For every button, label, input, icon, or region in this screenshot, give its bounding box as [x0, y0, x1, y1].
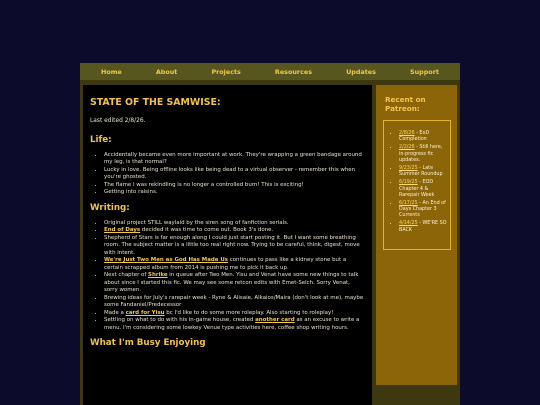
patreon-item — [399, 220, 447, 232]
writing-item-prefix: Made a — [104, 309, 126, 316]
patreon-item-text: - Late Summer Roundup — [399, 164, 443, 178]
patreon-item — [399, 179, 447, 198]
nav-updates[interactable]: Updates — [346, 67, 376, 76]
writing-list — [90, 220, 365, 333]
writing-item-prefix: Settling on what to do with his in-game house, created — [104, 317, 256, 324]
two-men-link[interactable]: We're Just Two Men as God Has Made Us — [104, 257, 229, 264]
nav-support[interactable]: Support — [410, 67, 439, 76]
patreon-date-link[interactable]: 6/17/25 — [399, 199, 418, 206]
writing-item-text: Original project STILL waylaid by the siren song of fanfiction serials. — [104, 219, 289, 226]
writing-item-text: Brewing ideas for July's rarepair week - Ryne & Alisaie, Alkaios/Maira (don't look at me), maybe some Fandaniel/Predecessor — [104, 294, 364, 309]
writing-item-prefix: Next chapter of — [104, 272, 149, 279]
writing-item-text: Shepherd of Stars is far enough along I could just start posting it. But I want some breathing room. The subject matter is a little too real right now. Trying to be careful, think, digest, move with intent. — [104, 234, 360, 256]
nav-resources[interactable]: Resources — [274, 67, 312, 76]
shrike-link[interactable]: Shrike — [148, 272, 168, 279]
main-content — [83, 85, 372, 405]
writing-item-text: continues to pass like a kidney stone but a certain scrapped album from 2014 is pushing me to pick it back up. — [104, 257, 347, 271]
patreon-date-link[interactable]: 9/23/25 — [399, 164, 418, 171]
life-item: • Lucky in love. Being offline looks like being dead to a virtual observer - remember this when you're ghosted. — [104, 167, 365, 182]
patreon-date-link[interactable]: 2/8/26 — [399, 130, 415, 136]
patreon-date-link[interactable]: 2/2/26 — [399, 144, 415, 151]
writing-item — [104, 235, 365, 258]
sidebar-title: Recent on Patreon: — [385, 95, 426, 113]
last-edited-text: Last edited 2/8/26. — [90, 118, 146, 125]
life-item: • Accidentally became even more important at work. They're wrapping a green bandage around my leg, is that normal? — [104, 152, 365, 167]
page-title: STATE OF THE SAMWISE: — [90, 97, 221, 108]
nav-home[interactable]: Home — [101, 67, 122, 76]
writing-item — [104, 310, 365, 318]
patreon-item-text: - EOD Chapter 4 & Rarepair Week — [399, 179, 435, 198]
writing-item — [104, 295, 365, 310]
writing-item — [104, 257, 365, 272]
life-item: • Getting into raisins. — [104, 189, 365, 197]
end-of-days-link[interactable]: End of Days — [104, 227, 141, 234]
patreon-item-text: - WE'RE SO BACK — [399, 220, 447, 233]
nav-projects[interactable]: Projects — [211, 67, 241, 76]
writing-item — [104, 317, 365, 332]
busy-enjoying-heading: What I'm Busy Enjoying — [90, 338, 206, 349]
patreon-item — [399, 144, 447, 163]
patreon-sidebar — [376, 85, 457, 385]
top-navigation — [80, 63, 460, 80]
life-list — [90, 152, 365, 197]
patreon-item-text: - Still here, in-progress fic updates. — [399, 144, 443, 163]
patreon-date-link[interactable]: 6/19/25 — [399, 179, 418, 186]
nav-about[interactable]: About — [155, 67, 178, 76]
life-heading: Life: — [90, 135, 112, 146]
writing-item-text: decided it was time to come out. Book 3's done. — [140, 227, 274, 234]
writing-item-text: bc I'd like to do some more roleplay. Also starting to roleplay! — [164, 309, 334, 316]
writing-item-text: as an excuse to write a menu. I'm considering some lowkey Venue type activities here, coffee shop writing hours. — [104, 317, 360, 331]
writing-item-text: in queue after Two Men. Yisu and Venat have some new things to talk about since I started this fic. We may see some retcon edits with Emet-Selch. Sorry Venat, sorry women. — [104, 272, 359, 294]
patreon-item — [399, 200, 447, 219]
life-item: • The flame I was rekindling is no longer a controlled burn! This is exciting! — [104, 182, 365, 190]
patreon-item — [399, 165, 447, 177]
patreon-list — [391, 130, 447, 233]
patreon-updates-box — [383, 120, 451, 250]
writing-heading: Writing: — [90, 202, 130, 213]
content-shell — [80, 80, 460, 405]
another-card-link[interactable]: another card — [255, 317, 295, 324]
writing-item — [104, 220, 365, 228]
patreon-item-text: - EoD Completion — [399, 130, 430, 143]
patreon-item — [399, 130, 447, 142]
writing-item — [104, 227, 365, 235]
writing-item — [104, 272, 365, 295]
yisu-card-link[interactable]: card for Yisu — [125, 309, 165, 316]
patreon-item-text: - An End of Days Chapter 3 Currents — [399, 199, 446, 219]
patreon-date-link[interactable]: 4/14/25 — [399, 220, 418, 227]
